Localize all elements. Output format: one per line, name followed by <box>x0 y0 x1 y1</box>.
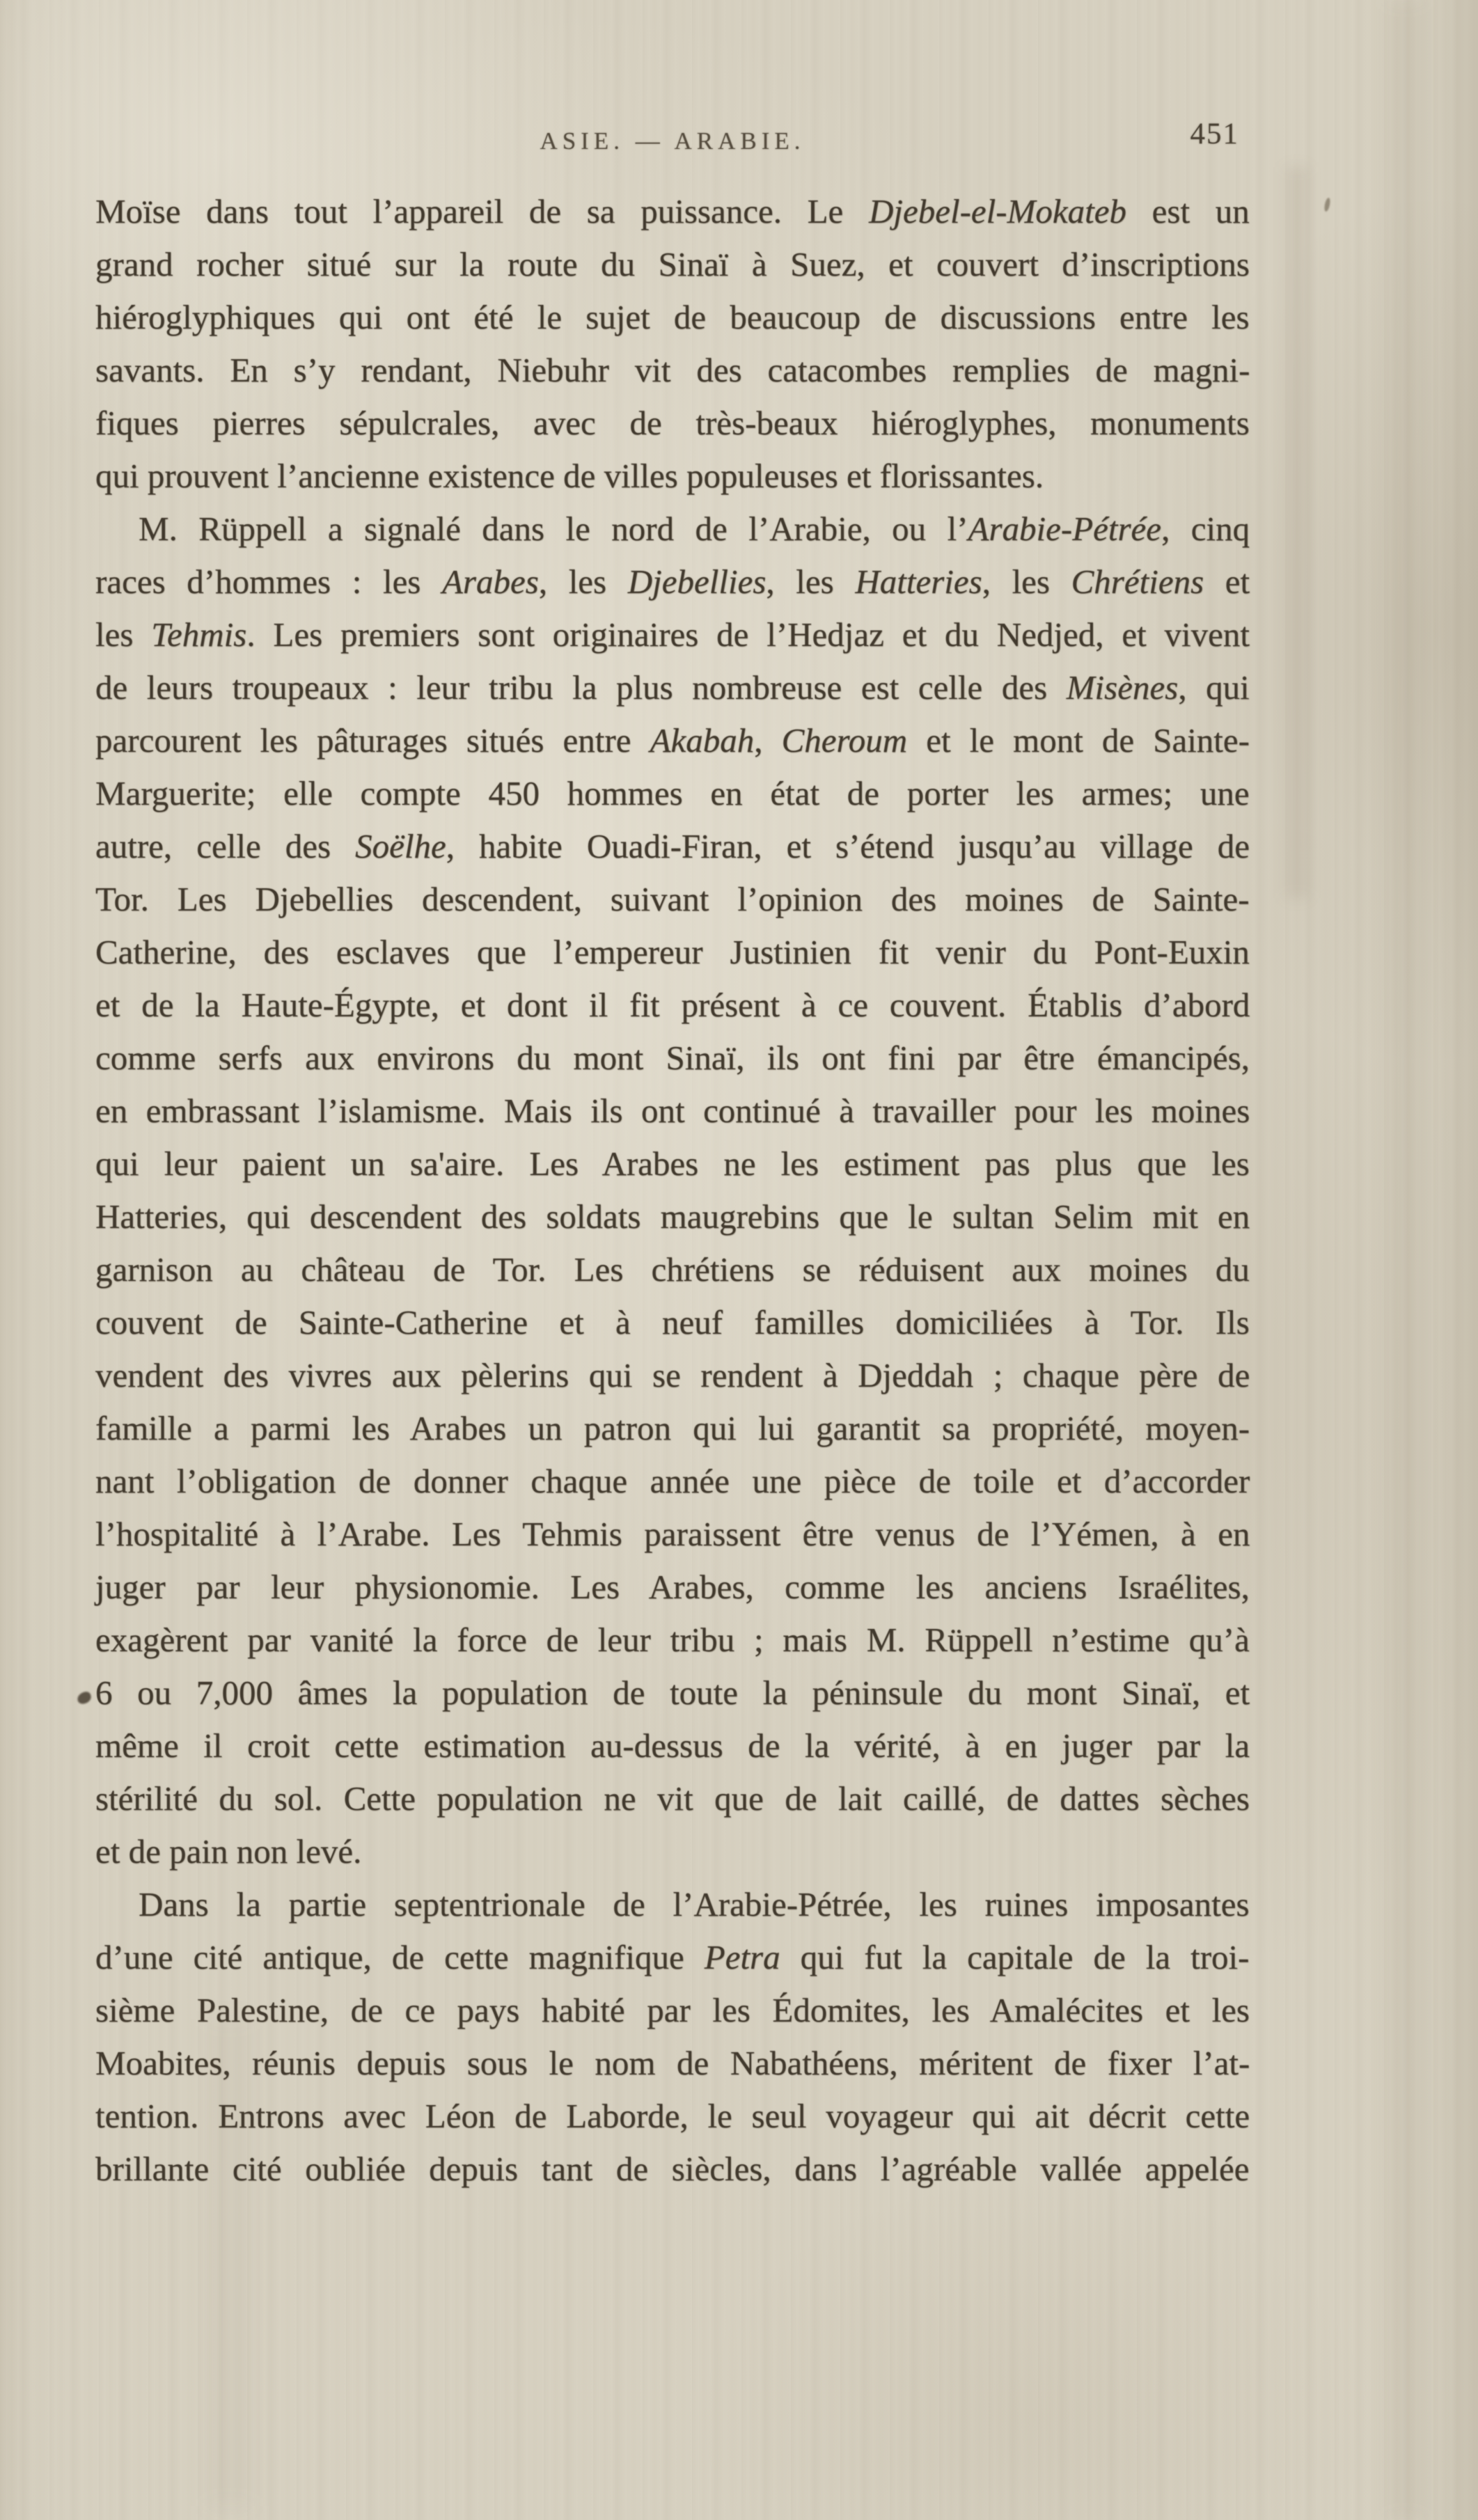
body-text <box>95 185 1250 2196</box>
text-run: 6 ou 7,000 âmes la population de toute la péninsule du mont Sinaï, et <box>95 1674 1250 1712</box>
text-run: et <box>1204 562 1250 601</box>
text-line <box>95 1032 1250 1085</box>
text-line <box>95 344 1250 397</box>
italic-text: Djebel-el-Mokateb <box>868 192 1127 230</box>
text-line <box>95 714 1250 767</box>
text-run: stérilité du sol. Cette population ne vit que de lait caillé, de dattes sèches <box>95 1779 1250 1818</box>
text-line <box>95 1561 1250 1614</box>
text-run: , les <box>982 562 1071 601</box>
text-run: en embrassant l’islamisme. Mais ils ont continué à travailler pour les moines <box>95 1092 1250 1130</box>
text-line <box>95 450 1250 503</box>
text-run: nant l’obligation de donner chaque année une pièce de toile et d’accorder <box>95 1462 1250 1500</box>
text-run: de leurs troupeaux : leur tribu la plus nombreuse est celle des <box>95 668 1067 707</box>
text-run: autre, celle des <box>95 827 356 865</box>
text-line <box>95 767 1250 820</box>
text-line <box>95 397 1250 450</box>
italic-text: Djebellies <box>627 562 766 601</box>
text-run: famille a parmi les Arabes un patron qui lui garantit sa propriété, moyen- <box>95 1409 1250 1447</box>
text-line <box>95 2143 1250 2196</box>
text-line <box>95 608 1250 661</box>
italic-text: Hatteries <box>855 562 982 601</box>
text-run: couvent de Sainte-Catherine et à neuf familles domiciliées à Tor. Ils <box>95 1303 1250 1341</box>
page-number: 451 <box>1190 118 1239 150</box>
text-line <box>95 1878 1250 1931</box>
text-run: qui fut la capitale de la troi- <box>780 1938 1250 1976</box>
text-line <box>95 1825 1250 1878</box>
text-line <box>95 1984 1250 2037</box>
text-run: qui prouvent l’ancienne existence de villes populeuses et florissantes. <box>95 457 1044 495</box>
text-run: fiques pierres sépulcrales, avec de très-beaux hiéroglyphes, monuments <box>95 404 1250 442</box>
text-line <box>95 1772 1250 1825</box>
text-line <box>95 185 1250 238</box>
italic-text: Arabes <box>442 562 539 601</box>
text-line <box>95 1243 1250 1296</box>
text-run: parcourent les pâturages situés entre <box>95 721 650 759</box>
text-line <box>95 1508 1250 1561</box>
italic-text: Petra <box>704 1938 780 1976</box>
text-line <box>95 238 1250 291</box>
text-line <box>95 979 1250 1032</box>
text-run: , <box>754 721 782 759</box>
text-run: vendent des vivres aux pèlerins qui se rendent à Djeddah ; chaque père de <box>95 1356 1250 1394</box>
text-line <box>95 661 1250 714</box>
text-run: grand rocher situé sur la route du Sinaï à Suez, et couvert d’inscriptions <box>95 245 1250 283</box>
text-run: d’une cité antique, de cette magnifique <box>95 1938 705 1976</box>
text-run: juger par leur physionomie. Les Arabes, comme les anciens Israélites, <box>95 1568 1250 1606</box>
text-run: brillante cité oubliée depuis tant de siècles, dans l’agréable vallée appelée <box>95 2150 1250 2188</box>
italic-text: Soëlhe <box>355 827 446 865</box>
text-run: et de pain non levé. <box>95 1832 362 1871</box>
text-run: et le mont de Sainte- <box>907 721 1250 759</box>
text-run: , cinq <box>1161 510 1250 548</box>
text-run: qui leur paient un sa'aire. Les Arabes ne les estiment pas plus que les <box>95 1144 1250 1183</box>
text-run: Hatteries, qui descendent des soldats maugrebins que le sultan Selim mit en <box>95 1197 1250 1236</box>
text-run: garnison au château de Tor. Les chrétiens se réduisent aux moines du <box>95 1250 1250 1289</box>
text-line <box>95 291 1250 344</box>
text-run: , qui <box>1178 668 1250 707</box>
text-line <box>95 1719 1250 1772</box>
text-run: , habite Ouadi-Firan, et s’étend jusqu’au village de <box>446 827 1250 865</box>
text-line <box>95 926 1250 979</box>
text-run: , les <box>766 562 856 601</box>
text-run: Marguerite; elle compte 450 hommes en état de porter les armes; une <box>95 774 1250 812</box>
text-run: exagèrent par vanité la force de leur tribu ; mais M. Rüppell n’estime qu’à <box>95 1621 1250 1659</box>
paragraph <box>95 1878 1250 2196</box>
text-line <box>95 1349 1250 1402</box>
text-run: hiéroglyphiques qui ont été le sujet de beaucoup de discussions entre les <box>95 298 1250 336</box>
text-line <box>95 1190 1250 1243</box>
text-line <box>95 1137 1250 1190</box>
text-run: tention. Entrons avec Léon de Laborde, le seul voyageur qui ait décrit cette <box>95 2097 1250 2135</box>
text-line <box>95 873 1250 926</box>
text-run: , les <box>538 562 628 601</box>
text-run: M. Rüppell a signalé dans le nord de l’Arabie, ou l’ <box>139 510 968 548</box>
text-run: même il croit cette estimation au-dessus de la vérité, à en juger par la <box>95 1726 1250 1765</box>
text-run: l’hospitalité à l’Arabe. Les Tehmis paraissent être venus de l’Yémen, à en <box>95 1515 1250 1553</box>
text-line <box>95 1085 1250 1137</box>
text-line <box>95 556 1250 608</box>
text-line <box>95 1614 1250 1667</box>
text-line <box>95 1402 1250 1455</box>
text-run: races d’hommes : les <box>95 562 442 601</box>
italic-text: Misènes <box>1066 668 1179 707</box>
paragraph <box>95 185 1250 503</box>
text-run: comme serfs aux environs du mont Sinaï, ils ont fini par être émancipés, <box>95 1039 1250 1077</box>
text-run: Tor. Les Djebellies descendent, suivant l’opinion des moines de Sainte- <box>95 880 1250 918</box>
text-run: et de la Haute-Égypte, et dont il fit présent à ce couvent. Établis d’abord <box>95 986 1250 1024</box>
text-run: sième Palestine, de ce pays habité par les Édomites, les Amalécites et les <box>95 1991 1250 2029</box>
text-run: Catherine, des esclaves que l’empereur Justinien fit venir du Pont-Euxin <box>95 933 1250 971</box>
paper-streak <box>1389 0 1421 2520</box>
ink-speck <box>1323 197 1331 212</box>
italic-text: Akabah <box>650 721 755 759</box>
text-run: . Les premiers sont originaires de l’Hedjaz et du Nedjed, et vivent <box>246 615 1250 654</box>
text-line <box>95 820 1250 873</box>
text-line <box>95 2037 1250 2090</box>
text-run: Moïse dans tout l’appareil de sa puissance. Le <box>95 192 869 230</box>
italic-text: Arabie-Pétrée <box>968 510 1162 548</box>
text-run: les <box>95 615 152 654</box>
running-head <box>95 127 1250 155</box>
text-line <box>95 1931 1250 1984</box>
italic-text: Chrétiens <box>1071 562 1204 601</box>
italic-text: Cheroum <box>781 721 908 759</box>
text-line <box>95 1296 1250 1349</box>
text-run: Moabites, réunis depuis sous le nom de Nabathéens, méritent de fixer l’at- <box>95 2044 1250 2082</box>
paragraph <box>95 503 1250 1878</box>
text-line <box>95 503 1250 556</box>
italic-text: Tehmis <box>151 615 247 654</box>
text-run: savants. En s’y rendant, Niebuhr vit des catacombes remplies de magni- <box>95 351 1250 389</box>
text-line <box>95 2090 1250 2143</box>
text-line <box>95 1455 1250 1508</box>
paper-streak <box>1287 167 1307 898</box>
text-run: est un <box>1126 192 1250 230</box>
text-line <box>95 1667 1250 1719</box>
text-run: Dans la partie septentrionale de l’Arabie-Pétrée, les ruines imposantes <box>139 1885 1250 1923</box>
running-head-title: ASIE. — ARABIE. <box>540 127 805 155</box>
margin-ink-dot <box>76 1690 93 1705</box>
